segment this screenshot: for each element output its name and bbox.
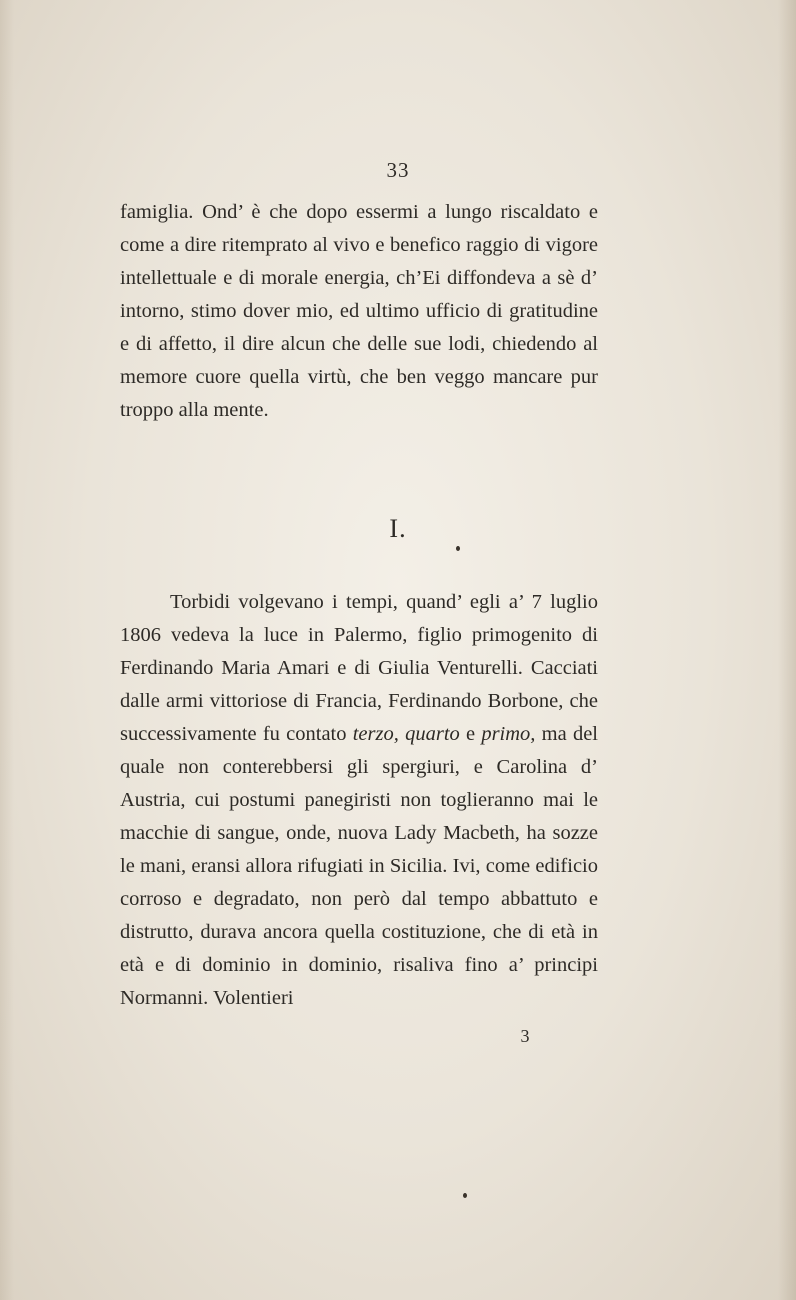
paragraph-continued [120, 196, 598, 427]
page-number: 33 [386, 158, 410, 182]
paragraph-text [120, 586, 598, 1015]
section-heading: I. [389, 514, 407, 543]
printer-signature-mark: 3 [520, 1026, 530, 1046]
italic-text: terzo, quarto [352, 723, 460, 745]
page-edge-shadow-left [0, 0, 14, 1300]
italic-text: primo, [481, 723, 536, 745]
paragraph-text: famiglia. Ond’ è che dopo essermi a lungo riscaldato e come a dire ritemprato al vivo e benefico raggio di vigore intellettuale e di morale energia, ch’Ei diffondeva a sè d’ intorno, stimo dover mio, ed ultimo ufficio di gratitudine e di affetto, il dire alcun che delle sue lodi, chiedendo al memore cuore quella virtù, che ben veggo mancare pur troppo alla mente. [120, 201, 598, 421]
paper-speck [463, 1193, 467, 1198]
page-edge-shadow-right [778, 0, 796, 1300]
text-run: Torbidi volgevano i tempi, quand’ egli a’ 7 luglio 1806 vedeva la luce in Palermo, figlio primogenito di Ferdinando Maria Amari e di Giulia Venturelli. Cacciati dalle armi vittoriose di Francia, Ferdinando Borbone, che successivamente fu contato [120, 591, 598, 745]
paper-speck [456, 546, 460, 551]
text-run: e [459, 723, 482, 745]
text-run: ma del quale non conterebbersi gli spergiuri, e Carolina d’ Austria, cui postumi panegiristi non toglieranno mai le macchie di sangue, onde, nuova Lady Macbeth, ha sozze le mani, eransi allora rifugiati in Sicilia. Ivi, come edificio corroso e degradato, non però dal tempo abbattuto e distrutto, durava ancora quella costituzione, che di età in età e di dominio in dominio, risaliva fino a’ principi Normanni. Volentieri [120, 723, 598, 1009]
paragraph-body [120, 586, 598, 1015]
